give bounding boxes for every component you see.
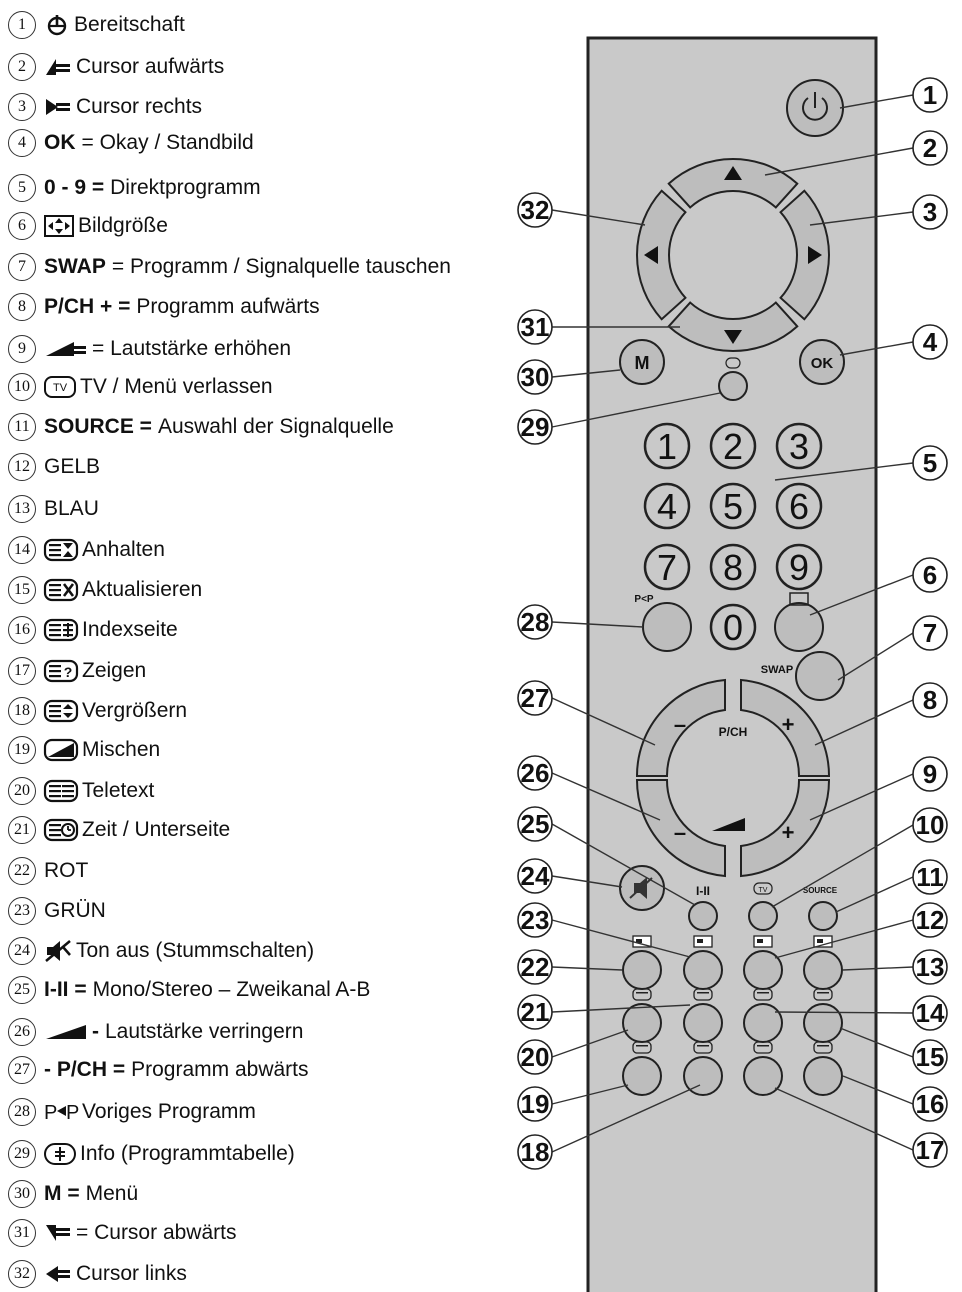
svg-text:P: P bbox=[44, 1102, 58, 1124]
callout-number: 23 bbox=[520, 905, 550, 935]
teletext-symbol-mark bbox=[697, 1045, 709, 1047]
menu-button-label[interactable]: M bbox=[634, 353, 650, 373]
legend-text: = Lautstärke erhöhen bbox=[92, 337, 292, 360]
digit-label: 7 bbox=[656, 547, 678, 588]
callout-number: 5 bbox=[922, 448, 938, 478]
legend-text: ROT bbox=[44, 859, 89, 882]
legend-text: Zeigen bbox=[82, 659, 147, 682]
callout-number: 25 bbox=[520, 809, 550, 839]
legend-text: = Programm / Signalquelle tauschen bbox=[111, 255, 451, 278]
program-plus-label: + bbox=[781, 712, 795, 737]
callout-line bbox=[775, 1012, 913, 1013]
previous-program-label: P<P bbox=[634, 594, 654, 605]
legend-number: 13 bbox=[8, 495, 36, 523]
legend-number: 6 bbox=[8, 212, 36, 240]
teletext-symbol-mark bbox=[697, 992, 709, 994]
legend-key: SOURCE = bbox=[44, 415, 152, 438]
teletext-symbol-mark bbox=[757, 1045, 769, 1047]
mono-stereo-button[interactable] bbox=[689, 902, 717, 930]
callout-number: 9 bbox=[922, 759, 938, 789]
legend-text: Bildgröße bbox=[78, 214, 168, 237]
legend-number: 1 bbox=[8, 11, 36, 39]
legend-number: 23 bbox=[8, 897, 36, 925]
teletext-mix-button[interactable] bbox=[623, 1057, 661, 1095]
legend-number: 20 bbox=[8, 777, 36, 805]
legend-number: 15 bbox=[8, 576, 36, 604]
legend-number: 17 bbox=[8, 657, 36, 685]
legend-text: Cursor aufwärts bbox=[76, 55, 225, 78]
callout-number: 6 bbox=[922, 560, 938, 590]
digit-label: 3 bbox=[788, 426, 810, 467]
legend-number: 27 bbox=[8, 1056, 36, 1084]
picture-size-button[interactable] bbox=[775, 603, 823, 651]
teletext-update-button[interactable] bbox=[684, 1004, 722, 1042]
callout-number: 27 bbox=[520, 683, 550, 713]
teletext-symbol-mark bbox=[636, 1045, 648, 1047]
legend-key: 0 - 9 = bbox=[44, 176, 105, 199]
legend-number: 7 bbox=[8, 253, 36, 281]
callout-number: 21 bbox=[520, 997, 550, 1027]
callout-number: 31 bbox=[520, 312, 550, 342]
teletext-symbol-mark bbox=[817, 1045, 829, 1047]
svg-text:?: ? bbox=[63, 664, 73, 680]
callout-number: 17 bbox=[915, 1135, 945, 1165]
swap-button[interactable] bbox=[796, 652, 844, 700]
callout-number: 15 bbox=[915, 1042, 945, 1072]
legend-text: BLAU bbox=[44, 497, 99, 520]
legend-number: 31 bbox=[8, 1219, 36, 1247]
legend-text: Indexseite bbox=[82, 618, 178, 641]
ok-button-label[interactable]: OK bbox=[810, 355, 834, 372]
legend-number: 30 bbox=[8, 1180, 36, 1208]
legend-text: Vergrößern bbox=[82, 699, 188, 722]
legend-number: 26 bbox=[8, 1018, 36, 1046]
legend-key: I-II = bbox=[44, 978, 87, 1001]
legend-key: - bbox=[92, 1020, 99, 1043]
legend-number: 8 bbox=[8, 293, 36, 321]
program-minus-label: – bbox=[673, 712, 687, 737]
legend-number: 29 bbox=[8, 1140, 36, 1168]
legend-number: 16 bbox=[8, 616, 36, 644]
legend-number: 12 bbox=[8, 453, 36, 481]
teletext-symbol-mark bbox=[757, 939, 763, 943]
callout-number: 12 bbox=[915, 905, 945, 935]
legend-number: 21 bbox=[8, 816, 36, 844]
legend-text: Zeit / Unterseite bbox=[82, 818, 231, 841]
digit-label: 8 bbox=[722, 547, 744, 588]
source-label: SOURCE bbox=[802, 886, 838, 895]
legend-number: 32 bbox=[8, 1260, 36, 1288]
legend-text: Voriges Programm bbox=[82, 1100, 256, 1123]
digit-label: 0 bbox=[722, 607, 744, 648]
legend-key: OK bbox=[44, 131, 76, 154]
legend-key: P/CH + = bbox=[44, 295, 131, 318]
svg-text:P: P bbox=[66, 1102, 80, 1124]
red-button[interactable] bbox=[623, 951, 661, 989]
legend-number: 9 bbox=[8, 335, 36, 363]
volume-plus-label: + bbox=[781, 820, 795, 845]
legend-text: Info (Programmtabelle) bbox=[80, 1142, 295, 1165]
legend-number: 10 bbox=[8, 373, 36, 401]
teletext-time-button[interactable] bbox=[623, 1004, 661, 1042]
legend-text: Teletext bbox=[82, 779, 155, 802]
legend-number: 11 bbox=[8, 413, 36, 441]
legend-key: - P/CH = bbox=[44, 1058, 126, 1081]
digit-label: 1 bbox=[656, 426, 678, 467]
callout-number: 10 bbox=[915, 810, 945, 840]
callout-number: 8 bbox=[922, 685, 938, 715]
callout-number: 4 bbox=[922, 327, 938, 357]
teletext-symbol-mark bbox=[817, 992, 829, 994]
digit-label: 6 bbox=[788, 486, 810, 527]
callout-number: 22 bbox=[520, 952, 550, 982]
digit-label: 4 bbox=[656, 486, 678, 527]
callout-number: 13 bbox=[915, 952, 945, 982]
teletext-hold-button[interactable] bbox=[804, 1004, 842, 1042]
legend-text: GELB bbox=[44, 455, 101, 478]
legend-text: Programm aufwärts bbox=[136, 295, 320, 318]
tv-label: TV bbox=[758, 887, 768, 894]
callout-number: 16 bbox=[915, 1089, 945, 1119]
teletext-symbol-mark bbox=[817, 939, 823, 943]
callout-number: 30 bbox=[520, 362, 550, 392]
legend-text: GRÜN bbox=[44, 899, 106, 922]
callout-number: 26 bbox=[520, 758, 550, 788]
legend-text: Menü bbox=[85, 1182, 139, 1205]
teletext-symbol-mark bbox=[757, 992, 769, 994]
callout-number: 18 bbox=[520, 1137, 550, 1167]
swap-label: SWAP bbox=[760, 664, 794, 676]
callout-number: 14 bbox=[915, 998, 945, 1028]
legend-text: Lautstärke verringern bbox=[105, 1020, 304, 1043]
teletext-symbol-mark bbox=[697, 939, 703, 943]
legend-number: 4 bbox=[8, 129, 36, 157]
legend-text: Bereitschaft bbox=[74, 13, 185, 36]
legend-number: 5 bbox=[8, 174, 36, 202]
legend-number: 2 bbox=[8, 53, 36, 81]
program-label: P/CH bbox=[718, 725, 748, 739]
previous-program-button[interactable] bbox=[643, 603, 691, 651]
legend-number: 22 bbox=[8, 857, 36, 885]
digit-label: 9 bbox=[788, 547, 810, 588]
legend-text: Programm abwärts bbox=[131, 1058, 309, 1081]
legend-key: SWAP bbox=[44, 255, 106, 278]
legend-number: 3 bbox=[8, 93, 36, 121]
legend-text: Anhalten bbox=[82, 538, 165, 561]
legend-text: Cursor rechts bbox=[76, 95, 203, 118]
legend-text: Direktprogramm bbox=[110, 176, 261, 199]
legend-text: TV / Menü verlassen bbox=[80, 375, 273, 398]
legend-text: Mischen bbox=[82, 738, 161, 761]
legend-number: 24 bbox=[8, 937, 36, 965]
source-button[interactable] bbox=[809, 902, 837, 930]
digit-label: 2 bbox=[722, 426, 744, 467]
callout-number: 20 bbox=[520, 1042, 550, 1072]
teletext-index-button-2[interactable] bbox=[804, 1057, 842, 1095]
callout-number: 28 bbox=[520, 607, 550, 637]
callout-number: 19 bbox=[520, 1089, 550, 1119]
legend-number: 18 bbox=[8, 697, 36, 725]
callout-number: 3 bbox=[922, 197, 938, 227]
teletext-index-button[interactable] bbox=[744, 1004, 782, 1042]
callout-number: 24 bbox=[520, 861, 550, 891]
callout-number: 32 bbox=[520, 195, 550, 225]
callout-number: 11 bbox=[916, 862, 944, 892]
legend-key: M = bbox=[44, 1182, 80, 1205]
legend-text: Auswahl der Signalquelle bbox=[157, 415, 394, 438]
legend-text: Mono/Stereo – Zweikanal A-B bbox=[92, 978, 371, 1001]
legend-text: Aktualisieren bbox=[82, 578, 203, 601]
info-button[interactable] bbox=[719, 372, 747, 400]
callout-number: 2 bbox=[922, 133, 938, 163]
legend-text: = Cursor abwärts bbox=[76, 1221, 237, 1244]
legend-text: = Okay / Standbild bbox=[81, 131, 254, 154]
yellow-button[interactable] bbox=[744, 951, 782, 989]
legend-number: 14 bbox=[8, 536, 36, 564]
legend-number: 25 bbox=[8, 976, 36, 1004]
mono-stereo-label: I-II bbox=[696, 884, 710, 898]
legend-number: 19 bbox=[8, 736, 36, 764]
legend-number: 28 bbox=[8, 1098, 36, 1126]
callout-number: 7 bbox=[922, 618, 938, 648]
legend-text: Cursor links bbox=[76, 1262, 187, 1285]
digit-label: 5 bbox=[722, 486, 744, 527]
svg-text:TV: TV bbox=[52, 382, 68, 394]
callout-number: 1 bbox=[922, 80, 938, 110]
blue-button[interactable] bbox=[804, 951, 842, 989]
legend-text: Ton aus (Stummschalten) bbox=[76, 939, 315, 962]
teletext-symbol-mark bbox=[636, 992, 648, 994]
volume-minus-label: – bbox=[673, 820, 687, 845]
callout-number: 29 bbox=[520, 412, 550, 442]
